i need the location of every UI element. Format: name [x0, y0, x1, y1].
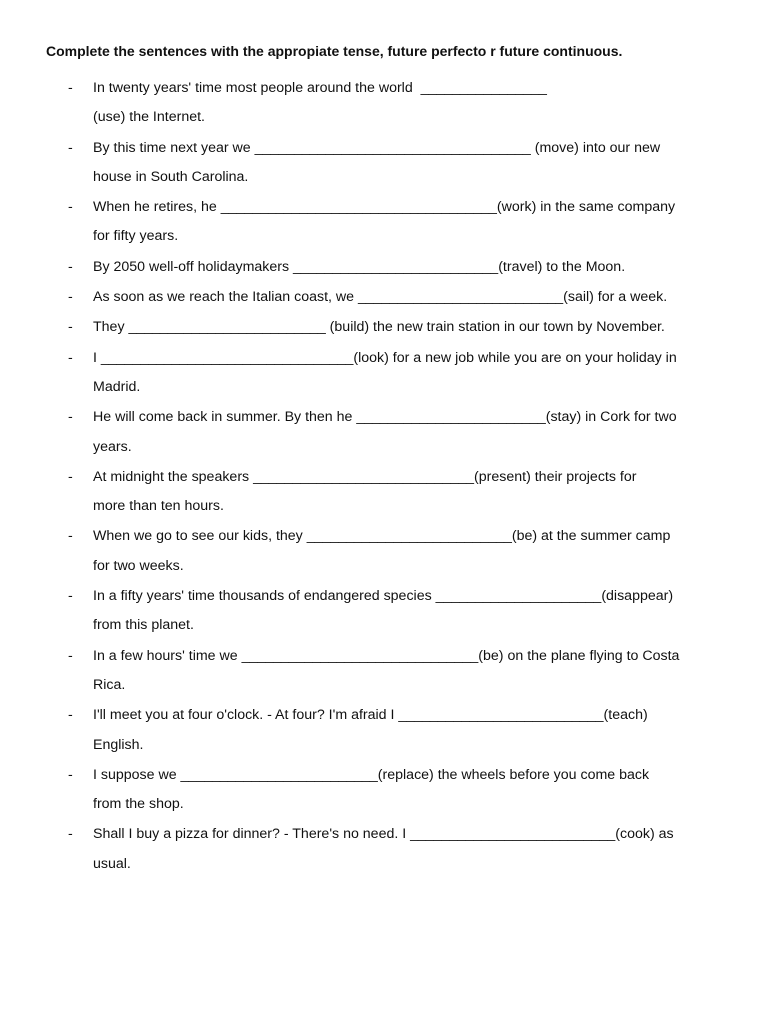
exercise-line-1: In a few hours' time we ______________________________(be) on the plane flying to Costa — [93, 647, 680, 664]
exercise-line-2: from the shop. — [93, 796, 184, 813]
exercise-line-1: At midnight the speakers ____________________________(present) their projects for — [93, 468, 637, 485]
exercise-text — [93, 193, 733, 252]
exercise-item-14 — [0, 761, 768, 820]
exercise-text — [93, 582, 733, 641]
exercise-item-6 — [0, 313, 768, 342]
exercise-line-1: In twenty years' time most people around the world ________________ — [93, 80, 547, 96]
exercise-line-2: for fifty years. — [93, 228, 179, 245]
exercise-text — [93, 403, 733, 462]
exercise-list — [0, 74, 768, 880]
exercise-item-15 — [0, 820, 768, 879]
exercise-line-2: (use) the Internet. — [93, 109, 205, 126]
exercise-line-2: for two weeks. — [93, 557, 184, 574]
exercise-text — [93, 761, 733, 820]
exercise-item-2 — [0, 134, 768, 193]
exercise-item-3 — [0, 193, 768, 252]
list-dash: - — [68, 199, 73, 216]
list-dash: - — [68, 409, 73, 426]
list-dash: - — [68, 349, 73, 366]
exercise-item-4 — [0, 253, 768, 282]
exercise-item-12 — [0, 642, 768, 701]
exercise-line-2: usual. — [93, 855, 131, 872]
list-dash: - — [68, 826, 73, 843]
list-dash: - — [68, 319, 73, 336]
exercise-item-7 — [0, 344, 768, 403]
exercise-line-1: As soon as we reach the Italian coast, we __________________________(sail) for a week. — [93, 289, 668, 306]
exercise-line-2: Rica. — [93, 676, 126, 693]
exercise-line-1: By 2050 well-off holidaymakers __________________________(travel) to the Moon. — [93, 258, 626, 275]
exercise-line-1: I ________________________________(look) for a new job while you are on your holiday in — [93, 349, 677, 366]
list-dash: - — [68, 588, 73, 605]
list-dash: - — [68, 258, 73, 275]
exercise-line-1: He will come back in summer. By then he ________________________(stay) in Cork for two — [93, 409, 677, 426]
exercise-text — [93, 253, 733, 282]
list-dash: - — [68, 528, 73, 545]
list-dash: - — [68, 766, 73, 783]
list-dash: - — [68, 80, 73, 96]
list-dash: - — [68, 707, 73, 724]
exercise-line-1: When we go to see our kids, they __________________________(be) at the summer camp — [93, 528, 671, 545]
exercise-line-1: In a fifty years' time thousands of endangered species _____________________(disappear) — [93, 588, 674, 605]
exercise-text — [93, 820, 733, 879]
exercise-line-2: English. — [93, 736, 144, 753]
exercise-item-9 — [0, 463, 768, 522]
exercise-text — [93, 701, 733, 760]
exercise-item-13 — [0, 701, 768, 760]
exercise-line-1: Shall I buy a pizza for dinner? - There's no need. I __________________________(cook) as — [93, 826, 674, 843]
exercise-line-2: house in South Carolina. — [93, 168, 249, 185]
list-dash: - — [68, 139, 73, 156]
exercise-item-5 — [0, 283, 768, 312]
exercise-text — [93, 134, 733, 193]
exercise-line-2: more than ten hours. — [93, 498, 224, 515]
exercise-line-1: They _________________________ (build) the new train station in our town by November. — [93, 319, 665, 336]
list-dash: - — [68, 289, 73, 306]
exercise-line-1: I suppose we _________________________(replace) the wheels before you come back — [93, 766, 650, 783]
exercise-line-2: years. — [93, 438, 132, 455]
exercise-text — [93, 463, 733, 522]
exercise-item-1 — [0, 74, 768, 133]
list-dash: - — [68, 468, 73, 485]
exercise-text — [93, 522, 733, 581]
exercise-text — [93, 344, 733, 403]
exercise-text — [93, 642, 733, 701]
exercise-text — [93, 283, 733, 312]
exercise-line-2: Madrid. — [93, 378, 141, 395]
exercise-line-1: When he retires, he ___________________________________(work) in the same company — [93, 199, 676, 216]
list-dash: - — [68, 647, 73, 664]
instructions-heading: Complete the sentences with the appropiate tense, future perfecto r future continuous. — [46, 43, 623, 59]
exercise-line-2: from this planet. — [93, 617, 194, 634]
exercise-line-1: By this time next year we ___________________________________ (move) into our new — [93, 139, 661, 156]
exercise-item-8 — [0, 403, 768, 462]
exercise-item-11 — [0, 582, 768, 641]
exercise-text — [93, 313, 733, 342]
exercise-item-10 — [0, 522, 768, 581]
exercise-line-1: I'll meet you at four o'clock. - At four? I'm afraid I __________________________(teach) — [93, 707, 648, 724]
exercise-text — [93, 74, 733, 133]
